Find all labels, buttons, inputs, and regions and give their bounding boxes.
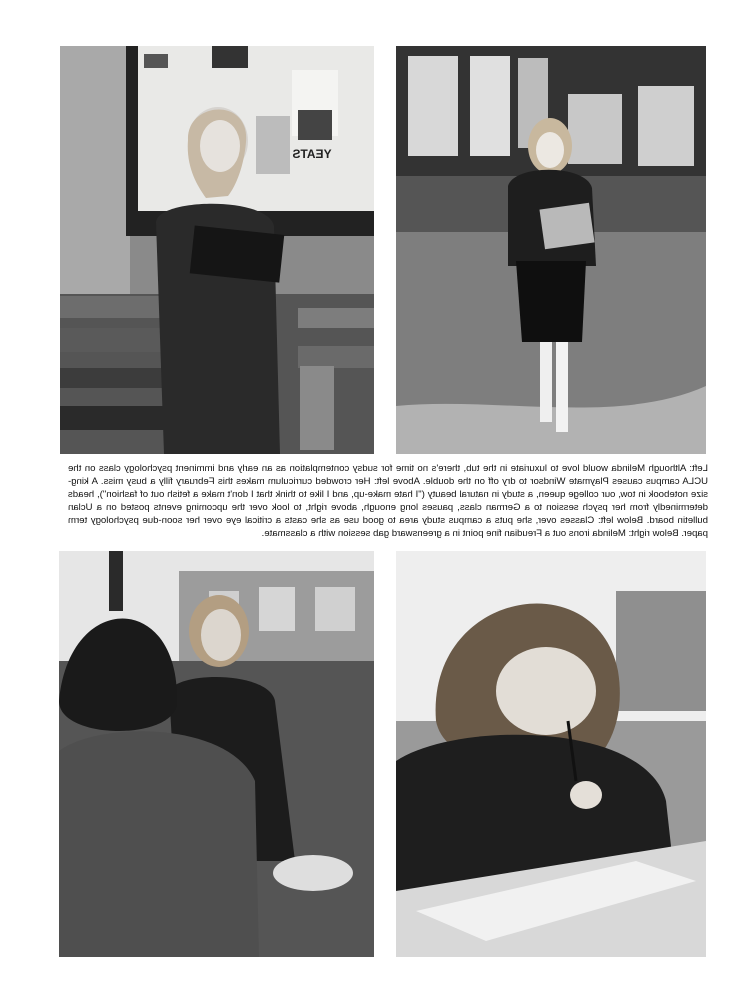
photo-lawn-conversation [59,551,374,957]
photo-walking-campus [396,46,706,454]
photo-bulletin-board-image [60,46,374,454]
photo-studying-table-image [396,551,706,957]
photo-caption [68,462,708,544]
photo-caption-text: Left: Although Melinda would love to luxuriate in the tub, there's no time for sudsy contemplation as an early and imminent psychology class on the UCLA campus causes Playmate Windsor to dry off on the double. Above left: Her crowded curriculum makes this February filly a busy miss. A king-size notebook in tow, our college queen, a study in natural beauty ("I hate make-up, and I like to think that I don't make a fetish out of fashion"), heads determinedly from her psych session to a German class, pauses long enough, above right, to look over the upcoming events posted on a Uclan bulletin board. Below left: Classes over, she puts a campus study area to good use as she casts a critical eye over her soon-due psychology term paper. Below right: Melinda irons out a Freudian fine point in a greensward gab session with a classmate. [68,463,708,539]
photo-studying-table [396,551,706,957]
photo-bulletin-board [60,46,374,454]
photo-lawn-conversation-image [59,551,374,957]
poster-yeats-text: YEATS [292,147,332,161]
photo-walking-campus-image [396,46,706,454]
